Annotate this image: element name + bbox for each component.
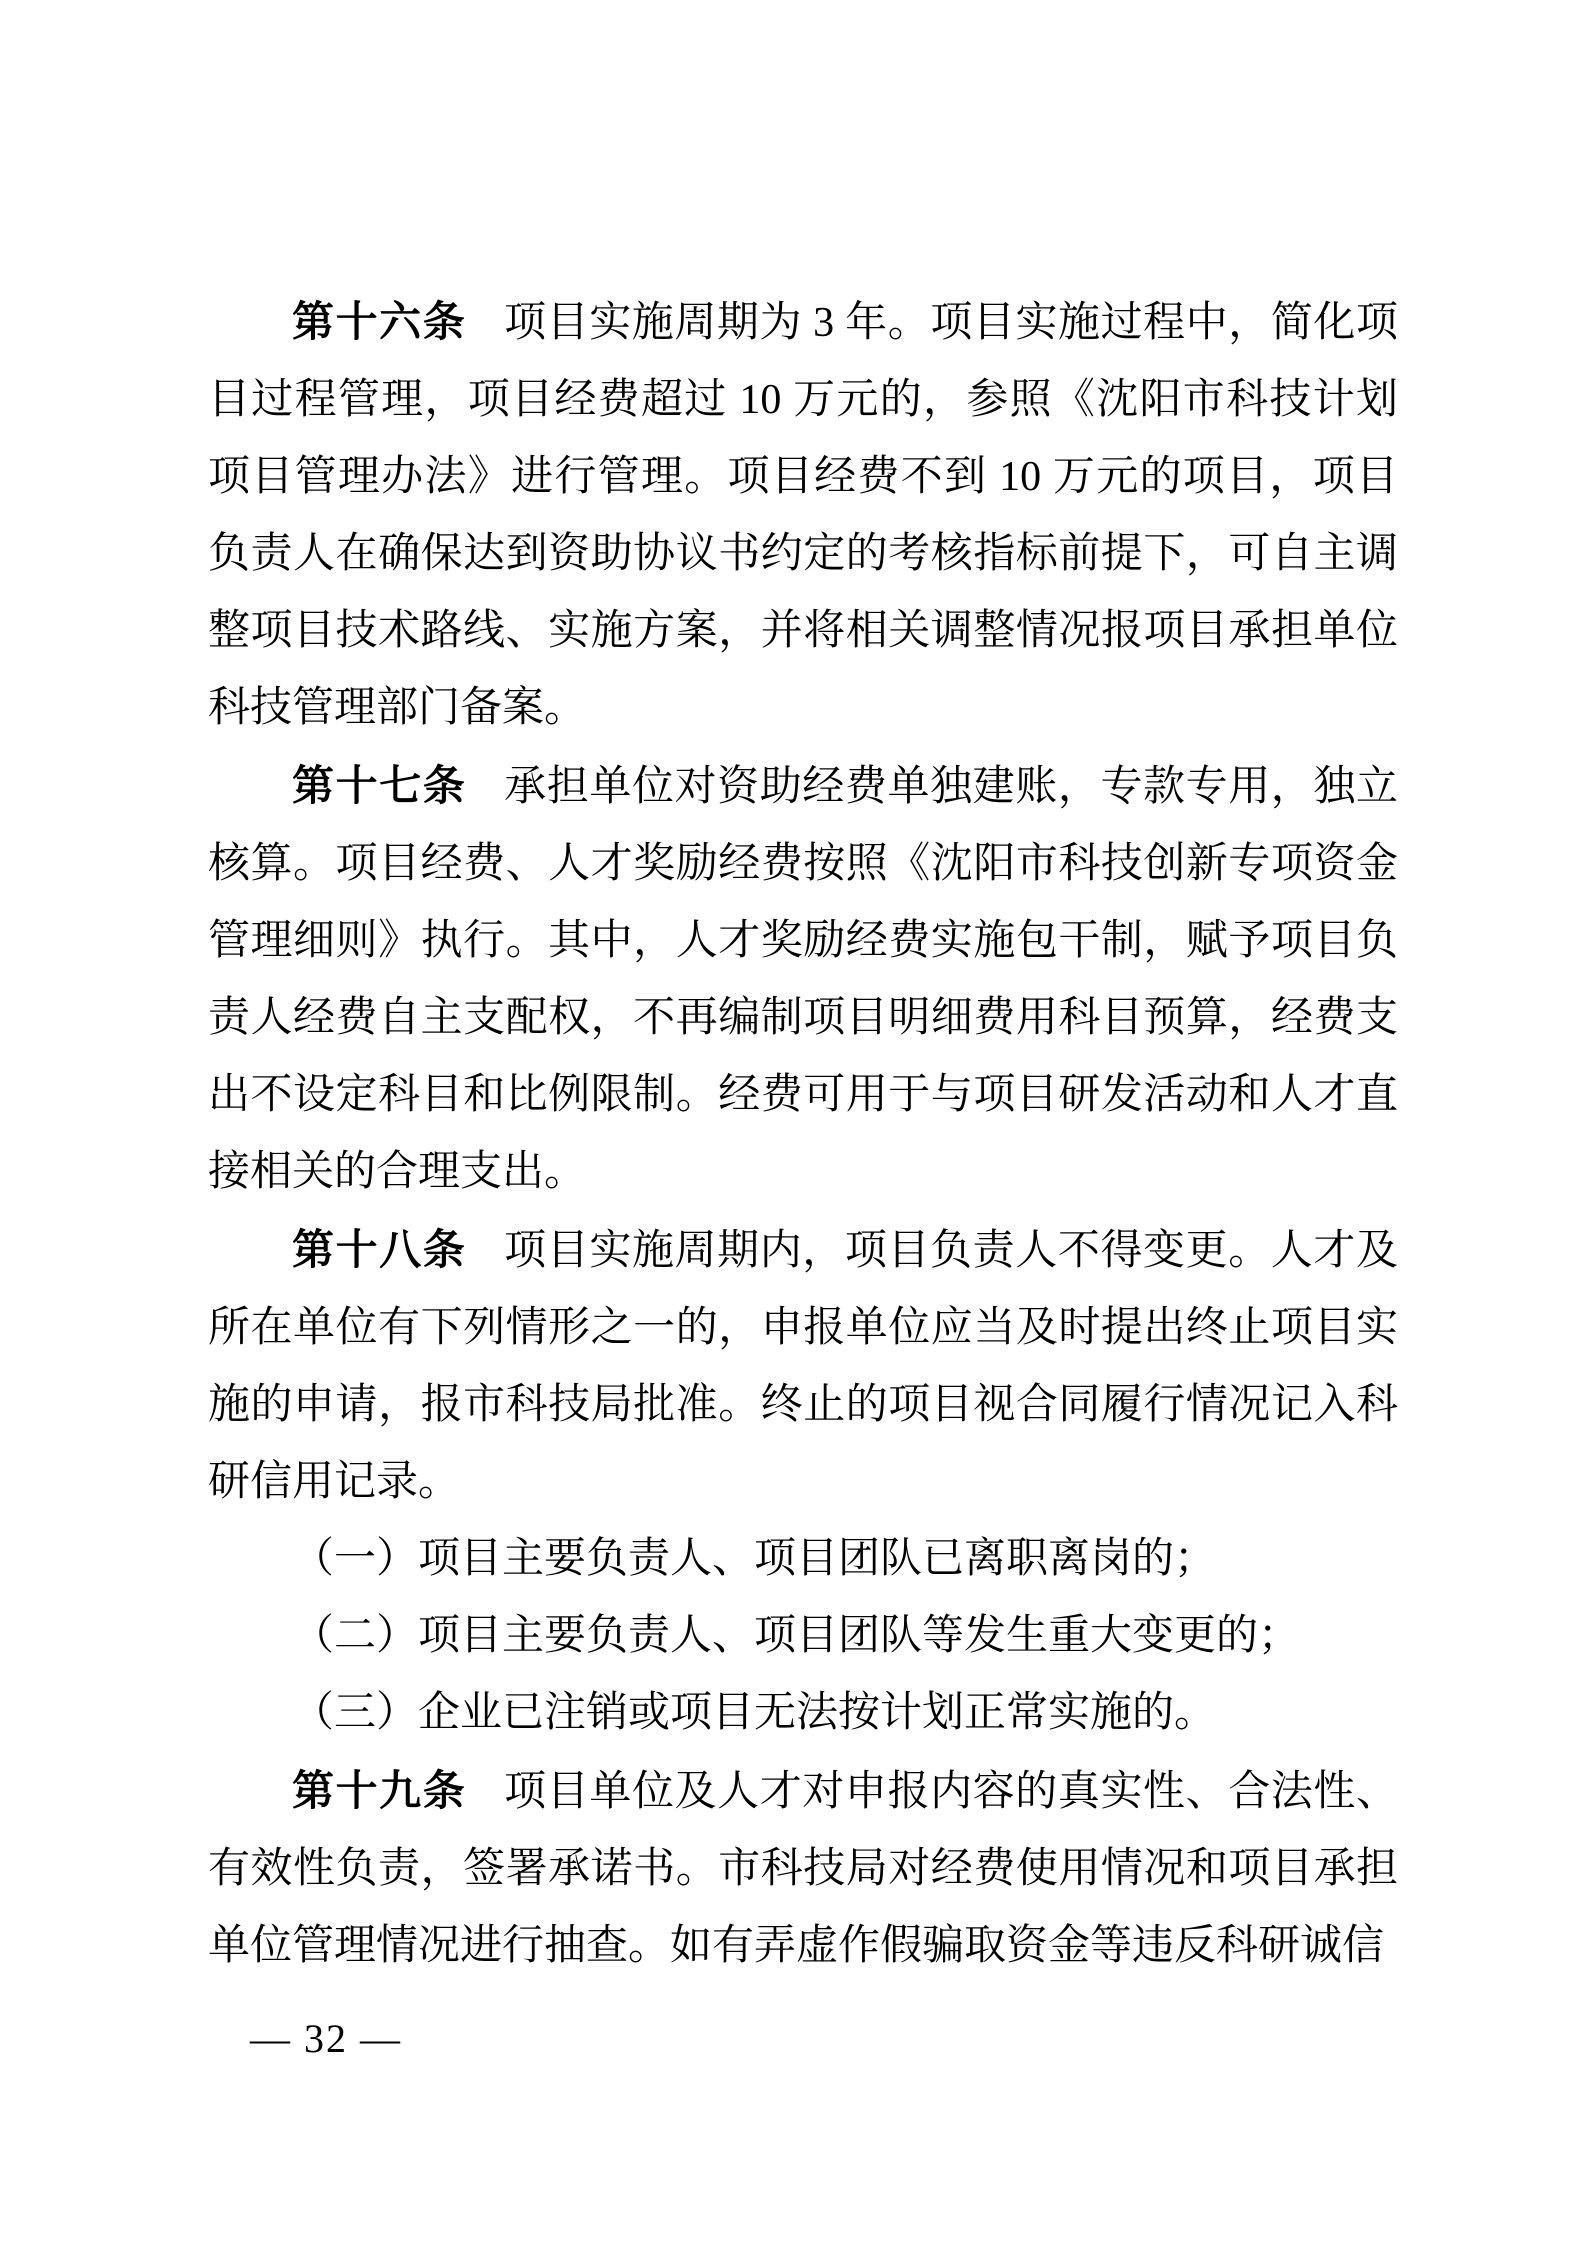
article-16-text: 项目实施周期为 3 年。项目实施过程中，简化项目过程管理，项目经费超过 10 万元的，参照《沈阳市科技计划项目管理办法》进行管理。项目经费不到 10 万元的项目，项目负责人在确保达到资助协议书约定的考核指标前提下，可自主调整项目技术路线、实施方案，并将相关调整情况报项目承担单位科技管理部门备案。 [208,300,1398,731]
article-19-paragraph [208,1752,1398,1985]
list-item-3-text: （三）企业已注销或项目无法按计划正常实施的。 [292,1690,1217,1736]
document-body [208,283,1398,1985]
list-item-1 [208,1521,1398,1598]
article-18-number: 第十八条 [292,1226,467,1273]
article-18-text: 项目实施周期内，项目负责人不得变更。人才及所在单位有下列情形之一的，申报单位应当及时提出终止项目实施的申请，报市科技局批准。终止的项目视合同履行情况记入科研信用记录。 [208,1228,1398,1505]
page-footer [250,2016,402,2062]
article-16-paragraph [208,283,1398,747]
list-item-3 [208,1675,1398,1752]
list-item-2 [208,1598,1398,1675]
article-18-paragraph [208,1211,1398,1521]
article-17-paragraph [208,747,1398,1211]
list-item-1-text: （一）项目主要负责人、项目团队已离职离岗的； [292,1536,1217,1582]
article-19-text: 项目单位及人才对申报内容的真实性、合法性、有效性负责，签署承诺书。市科技局对经费使用情况和项目承担单位管理情况进行抽查。如有弄虚作假骗取资金等违反科研诚信 [208,1769,1398,1969]
article-19-number: 第十九条 [292,1767,467,1814]
list-item-2-text: （二）项目主要负责人、项目团队等发生重大变更的； [292,1613,1301,1659]
article-17-text: 承担单位对资助经费单独建账，专款专用，独立核算。项目经费、人才奖励经费按照《沈阳市科技创新专项资金管理细则》执行。其中，人才奖励经费实施包干制，赋予项目负责人经费自主支配权，不再编制项目明细费用科目预算，经费支出不设定科目和比例限制。经费可用于与项目研发活动和人才直接相关的合理支出。 [208,764,1398,1195]
page-number: — 32 — [250,2016,402,2061]
article-16-number: 第十六条 [292,298,467,345]
article-17-number: 第十七条 [292,762,467,809]
